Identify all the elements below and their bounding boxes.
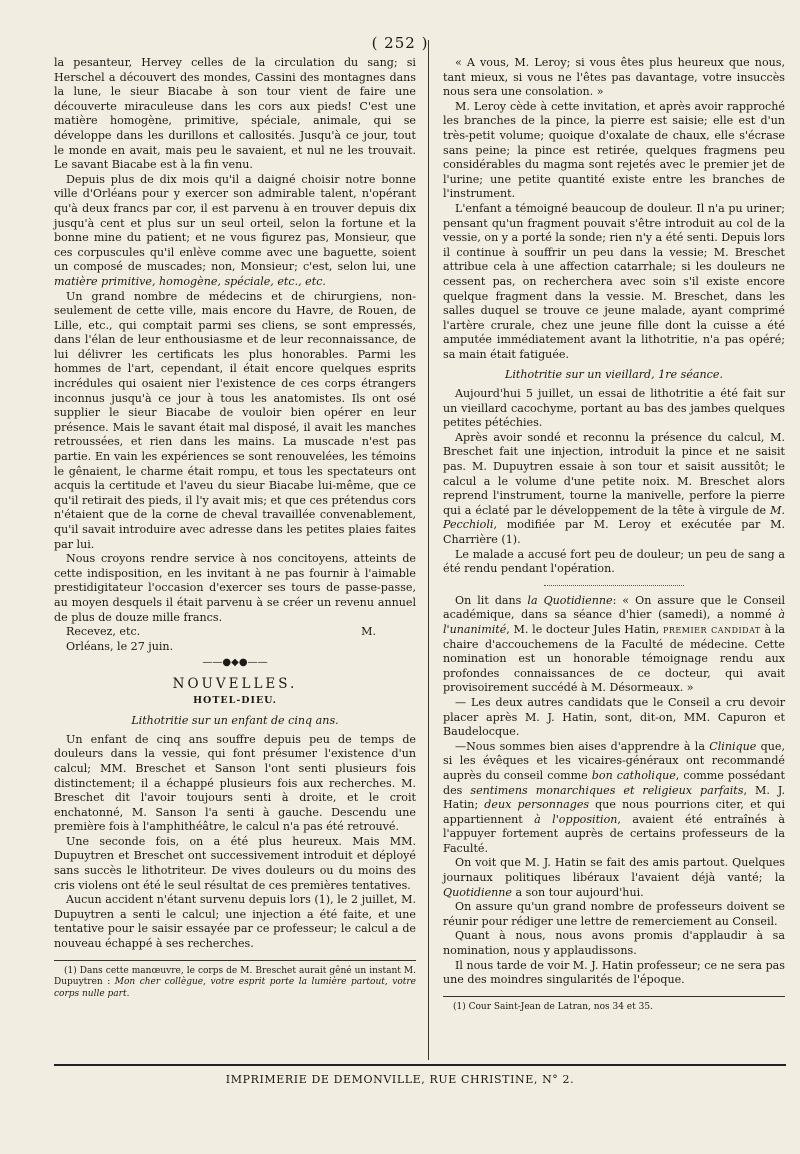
section-title: NOUVELLES. (172, 675, 298, 692)
paragraph: « A vous, M. Leroy; si vous êtes plus heureux que nous, tant mieux, si vous ne l'êtes pas davantage, votre insuccès nous sera une consolation. » (443, 56, 785, 99)
paragraph: Quant à nous, nous avons promis d'applaudir à sa nomination, nous y applaudissons. (443, 929, 785, 958)
page-number: ( 252 ) (371, 34, 429, 52)
left-column (54, 56, 416, 1000)
paragraph: Aujourd'hui 5 juillet, un essai de lithotritie a été fait sur un vieillard cacochyme, portant au bas des jambes quelques petites pétéchies. (443, 387, 785, 430)
paragraph: Nous croyons rendre service à nos concitoyens, atteints de cette indisposition, en les invitant à ne pas fournir à l'aimable prestidigitateur l'occasion d'exercer ses tours de passe-passe, au moyen desquels il était parvenu à se créer un revenu annuel de plus de douze mille francs. (54, 552, 416, 624)
footnote: (1) Dans cette manœuvre, le corps de M. Breschet aurait gêné un instant M. Dupuytren : Mon cher collègue, votre esprit porte la lumière partout, votre corps nulle part. (54, 965, 416, 999)
ornament-divider: ——●◆●—— (202, 657, 268, 669)
signature-line: Recevez, etc. M. (66, 625, 376, 639)
paragraph: Un enfant de cinq ans souffre depuis peu de temps de douleurs dans la vessie, qui font présumer l'existence d'un calcul; MM. Breschet et Sanson l'ont senti plusieurs fois distinctement; il a échappé plusieurs fois aux recherches. M. Breschet dit l'avoir toujours senti à droite, et le croit enchatonné, M. Sanson l'a senti à gauche. Descendu une première fois à l'amphithéâtre, le calcul n'a pas été retrouvé. (54, 732, 416, 834)
section-subtitle: HOTEL-DIEU. (193, 694, 277, 706)
paragraph: Depuis plus de dix mois qu'il a daigné choisir notre bonne ville d'Orléans pour y exercer son admirable talent, n'opérant qu'à deux francs par cor, il est parvenu à en trouver depuis dix jusqu'à cent et plus sur un seul orteil, selon la fortune et la bonne mine du patient; et ne vous figurez pas, Monsieur, que ces corpuscules qu'il enlève comme avec une baguette, soient un composé de muscades; non, Monsieur; c'est, selon lui, une matière primitive, homogène, spéciale, etc., etc. (54, 172, 416, 288)
paragraph: Le malade a accusé fort peu de douleur; un peu de sang a été rendu pendant l'opération. (443, 547, 785, 576)
paragraph: M. Leroy cède à cette invitation, et après avoir rapproché les branches de la pince, la pierre est saisie; elle est d'un très-petit volume; quoique d'oxalate de chaux, elle s'écrase sans peine; la pince est retirée, quelques fragmens peu considérables du magma sont rejetés avec le premier jet de l'urine; une petite quantité existe entre les branches de l'instrument. (443, 99, 785, 201)
dateline: Orléans, le 27 juin. (66, 639, 174, 653)
paragraph: On voit que M. J. Hatin se fait des amis partout. Quelques journaux politiques libéraux l'avaient déjà vanté; la Quotidienne a son tour aujourd'hui. (443, 856, 785, 899)
article-title: Lithotritie sur un enfant de cinq ans. (131, 714, 339, 728)
column-divider (428, 40, 429, 1060)
paragraph: la pesanteur, Hervey celles de la circulation du sang; si Herschel a découvert des mondes, Cassini des montagnes dans la lune, le sieur Biacabe à son tour vient de faire une découverte miraculeuse dans les cors aux pieds! C'est une matière homogène, primitive, spéciale, animale, qui se développe dans les durillons et callosités. Jusqu'à ce jour, tout le monde en avait, mais peu le savaient, et nul ne les trouvait. Le savant Biacabe est à la fin venu. (54, 56, 416, 172)
paragraph: Il nous tarde de voir M. J. Hatin professeur; ce ne sera pas une des moindres singularités de l'époque. (443, 958, 785, 987)
paragraph: Un grand nombre de médecins et de chirurgiens, non-seulement de cette ville, mais encore du Havre, de Rouen, de Lille, etc., qui comptait parmi ses cliens, se sont empressés, dans l'élan de leur enthousiasme et de leur reconnaissance, de lui délivrer les certificats les plus honorables. Parmi les hommes de l'art, cependant, il était encore quelques esprits incrédules qui osaient nier l'existence de ces corps étrangers inconnus jusqu'à ce jour à tous les anatomistes. Ils ont osé supplier le sieur Biacabe de vouloir bien opérer en leur présence. Mais le savant était mal disposé, il avait les manches retroussées, et rien dans les mains. La muscade n'est pas partie. En vain les expériences se sont renouvelées, les témoins le gênaient, le charme était rompu, et tous les spectateurs ont acquis la certitude et l'aveu du sieur Biacabe lui-même, que ce qu'il retirait des pieds, il l'y avait mis; et que ces prétendus cors n'étaient que de la corne de cheval travaillée convenablement, qu'il savait introduire avec adresse dans les petites plaies faites par lui. (54, 289, 416, 551)
footnote-rule (54, 960, 416, 961)
paragraph: Après avoir sondé et reconnu la présence du calcul, M. Breschet fait une injection, introduit la pince et ne saisit pas. M. Dupuytren essaie à son tour et saisit aussitôt; le calcul a le volume d'une petite noix. M. Breschet alors reprend l'instrument, tourne la manivelle, perfore la pierre qui a éclaté par le développement de la tête à virgule de M. Pecchioli, modifiée par M. Leroy et exécutée par M. Charrière (1). (443, 430, 785, 546)
paragraph: Une seconde fois, on a été plus heureux. Mais MM. Dupuytren et Breschet ont successivement introduit et déployé sans succès le lithotriteur. De vives douleurs ou du moins des cris violens ont été le seul résultat de ces premières tentatives. (54, 834, 416, 892)
footer-rule (54, 1064, 786, 1066)
paragraph: On assure qu'un grand nombre de professeurs doivent se réunir pour rédiger une lettre de remerciement au Conseil. (443, 900, 785, 928)
paragraph: On lit dans la Quotidienne: « On assure que le Conseil académique, dans sa séance d'hier (samedi), a nommé à l'unanimité, M. le docteur Jules Hatin, premier candidat à la chaire d'accouchemens de la Faculté de médecine. Cette nomination est un honorable témoignage rendu aux profondes connaissances de ce docteur, qui avait provisoirement succédé à M. Désormeaux. » (443, 593, 785, 695)
paragraph: L'enfant a témoigné beaucoup de douleur. Il n'a pu uriner; pensant qu'un fragment pouvait s'être introduit au col de la vessie, on y a porté la sonde; rien n'y a été senti. Depuis lors il continue à souffrir un peu dans la vessie; M. Breschet attribue cela à une affection catarrhale; si les douleurs ne cessent pas, on recherchera avec soin s'il existe encore quelque fragment dans la vessie. M. Breschet, dans les salles duquel se trouve ce jeune malade, ayant comprimé l'artère crurale, chez une jeune fille dont la cuisse a été amputée immédiatement avant la lithotritie, n'a pas opéré; sa main était fatiguée. (443, 201, 785, 361)
imprint-line: IMPRIMERIE DE DEMONVILLE, RUE CHRISTINE, N° 2. (225, 1073, 575, 1086)
dotted-divider (544, 585, 684, 586)
paragraph: Aucun accident n'étant survenu depuis lors (1), le 2 juillet, M. Dupuytren a senti le calcul; une injection a été faite, et une tentative pour le saisir essayée par ce professeur; le calcul a de nouveau échappé à ses recherches. (54, 893, 416, 951)
right-column (443, 56, 785, 1013)
paragraph: —Nous sommes bien aises d'apprendre à la Clinique que, si les évêques et les vicaires-généraux ont recommandé auprès du conseil comme bon catholique, comme possédant des sentimens monarchiques et religieux parfaits, M. J. Hatin; deux personnages que nous pourrions citer, et qui appartiennent à l'opposition, avaient été entraînés à l'appuyer fortement auprès de certains professeurs de la Faculté. (443, 739, 786, 855)
article-title: Lithotritie sur un vieillard, 1re séance. (505, 368, 723, 382)
paragraph: — Les deux autres candidats que le Conseil a cru devoir placer après M. J. Hatin, sont, dit-on, MM. Capuron et Baudelocque. (443, 695, 785, 739)
footnote: (1) Cour Saint-Jean de Latran, nos 34 et 35. (453, 1001, 653, 1012)
footnote-rule (443, 996, 785, 997)
